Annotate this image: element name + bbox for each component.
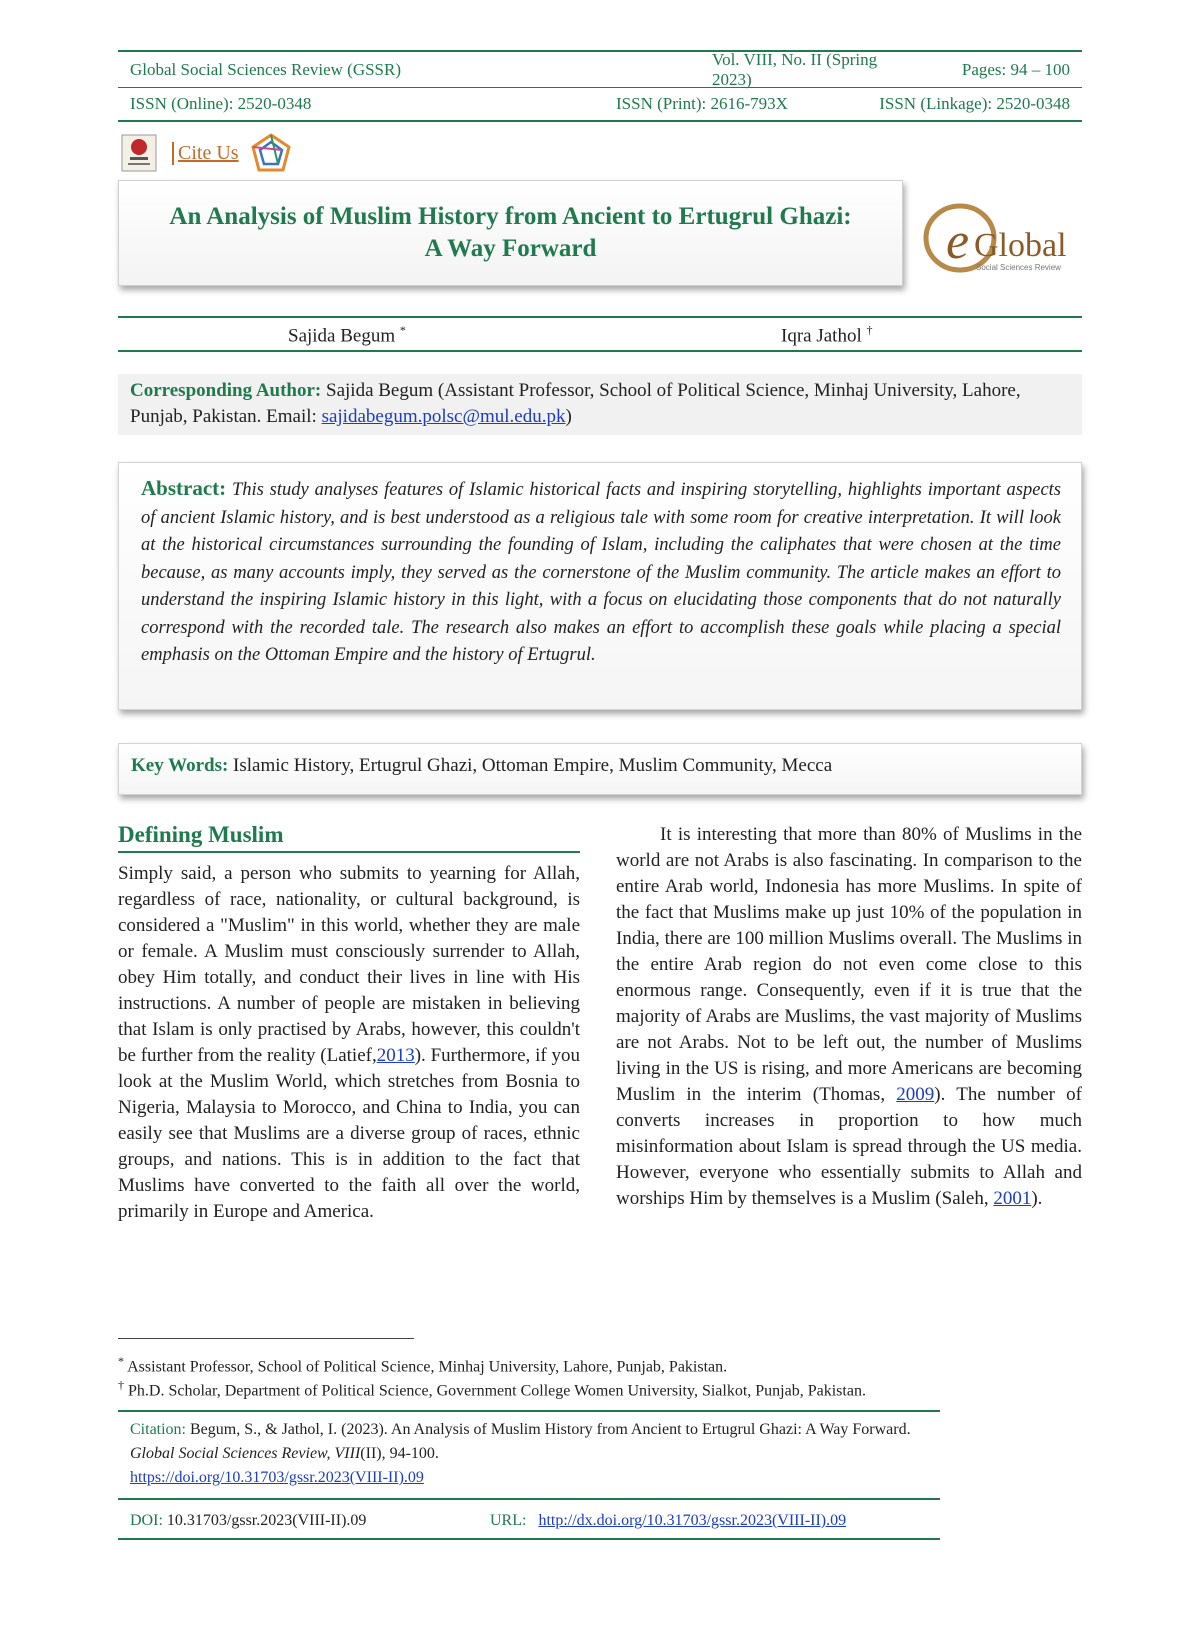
- left-text-1: Simply said, a person who submits to yearning for Allah, regardless of race, nationality, or cultural background, is considered a "Muslim" in this world, whether they are male or female. A Muslim must consciously surrender to Allah, obey Him totally, and conduct their lives in line with His instructions. A number of people are mistaken in believing that Islam is only practised by Arabs, however, this couldn't be further from the reality (Latief,: [118, 863, 580, 1066]
- paper-title-box: [118, 180, 903, 286]
- brand-text: Global: [974, 227, 1067, 264]
- author-1: [288, 323, 406, 347]
- citation-link-latief[interactable]: 2013: [376, 1045, 415, 1066]
- corresponding-close: ): [565, 406, 572, 427]
- corresponding-email-link[interactable]: sajidabegum.polsc@mul.edu.pk: [321, 406, 566, 427]
- author-2: [781, 323, 872, 347]
- url-label: URL:: [490, 1512, 527, 1529]
- section-heading: Defining Muslim: [118, 822, 580, 853]
- paper-title-line2: A Way Forward: [424, 235, 597, 262]
- issn-linkage: ISSN (Linkage): 2520-0348: [879, 94, 1070, 113]
- right-text-2: ). The number of converts increases in proportion to how much misinformation about Islam is spread through the US media. However, everyone who essentially submits to Allah and worships Him by themselves is a Muslim (Saleh,: [616, 1084, 1083, 1209]
- footnote-1-mark: *: [118, 1354, 124, 1368]
- citation-link-thomas[interactable]: 2009: [896, 1084, 935, 1105]
- footnote-2: [118, 1378, 866, 1400]
- left-text-2: ). Furthermore, if you look at the Muslim World, which stretches from Bosnia to Nigeria, Malaysia to Morocco, and China to India, you can easily see that Muslims are a diverse group of races, ethnic groups, and nations. This is in addition to the fact that Muslims have converted to the faith all over the world, primarily in Europe and America.: [118, 1045, 580, 1222]
- left-column: [118, 822, 580, 1225]
- journal-header-row: [118, 50, 1082, 88]
- author-2-name: Iqra Jathol: [781, 325, 862, 347]
- citation-journal: Global Social Sciences Review, VIII: [130, 1445, 361, 1462]
- author-2-mark: †: [866, 323, 873, 337]
- abstract-box: [118, 462, 1082, 710]
- citation-doi-link[interactable]: https://doi.org/10.31703/gssr.2023(VIII-II).09: [130, 1469, 424, 1486]
- author-1-mark: *: [399, 323, 406, 337]
- right-text-3: ).: [1031, 1188, 1043, 1209]
- issn-online: ISSN (Online): 2520-0348: [130, 94, 312, 113]
- svg-text:e: e: [946, 213, 970, 270]
- issn-print: ISSN (Print): 2616-793X: [616, 94, 788, 113]
- url-link[interactable]: http://dx.doi.org/10.31703/gssr.2023(VIII-II).09: [538, 1512, 847, 1529]
- issn-header-row: [118, 88, 1082, 122]
- citation-text-2: (II), 94-100.: [360, 1445, 439, 1462]
- citation-label: Citation:: [130, 1421, 186, 1438]
- doi-value: 10.31703/gssr.2023(VIII-II).09: [162, 1512, 367, 1529]
- authors-row: [118, 316, 1082, 352]
- citation-box: [118, 1410, 940, 1500]
- doi-block: [130, 1512, 366, 1529]
- right-paragraph: [616, 822, 1082, 1212]
- abstract-text: This study analyses features of Islamic historical facts and inspiring storytelling, highlights important aspects of ancient Islamic history, and is best understood as a religious tale with some room for creative interpretation. It will look at the historical circumstances surrounding the founding of Islam, including the caliphates that were chosen at the time because, as many accounts imply, they served as the cornerstone of the Muslim community. The article makes an effort to understand the inspiring Islamic history in this light, with a focus on elucidating those components that do not naturally correspond with the recorded tale. The research also makes an effort to accomplish these goals while placing a special emphasis on the Ottoman Empire and the history of Ertugrul.: [141, 480, 1061, 665]
- doi-url-row: [118, 1506, 940, 1540]
- footnote-2-mark: †: [118, 1378, 124, 1392]
- journal-pages: Pages: 94 – 100: [961, 59, 1070, 79]
- keywords-label: Key Words:: [131, 755, 229, 776]
- footnote-1-text: Assistant Professor, School of Political Science, Minhaj University, Lahore, Punjab, Pakistan.: [124, 1358, 728, 1376]
- footnote-divider: [118, 1338, 414, 1339]
- brand-subtext: Social Sciences Review: [976, 263, 1061, 272]
- keywords-text: Islamic History, Ertugrul Ghazi, Ottoman Empire, Muslim Community, Mecca: [228, 755, 833, 776]
- icons-row: [120, 132, 293, 174]
- corresponding-text: Sajida Begum (Assistant Professor, School of Political Science, Minhaj University, Lahore, Punjab, Pakistan. Email:: [130, 380, 1021, 427]
- right-text-1: It is interesting that more than 80% of Muslims in the world are not Arabs is also fascinating. In comparison to the entire Arab world, Indonesia has more Muslims. In spite of the fact that Muslims make up just 10% of the population in India, there are 100 million Muslims overall. The Muslims in the entire Arab region do not even come close to this enormous range. Consequently, even if it is true that the majority of Arabs are Muslims, the vast majority of Muslims are not Arabs. Not to be left out, the number of Muslims living in the US is rising, and more Americans are becoming Muslim in the interim (Thomas,: [616, 824, 1082, 1105]
- global-brand-logo-icon: [922, 196, 1082, 276]
- author-1-name: Sajida Begum: [288, 325, 396, 347]
- left-paragraph: [118, 861, 580, 1225]
- footnote-2-text: Ph.D. Scholar, Department of Political Science, Government College Women University, Sialkot, Punjab, Pakistan.: [124, 1382, 866, 1400]
- citation-text-1: Begum, S., & Jathol, I. (2023). An Analysis of Muslim History from Ancient to Ertugrul Ghazi: A Way Forward.: [186, 1421, 911, 1438]
- url-block: [490, 1512, 846, 1530]
- university-logo-icon[interactable]: [120, 133, 158, 173]
- corresponding-label: Corresponding Author:: [130, 380, 322, 401]
- corresponding-author-box: [118, 374, 1082, 435]
- crossref-icon[interactable]: [249, 132, 293, 174]
- abstract-label: Abstract:: [141, 476, 227, 500]
- keywords-box: [118, 743, 1082, 795]
- journal-name: Global Social Sciences Review (GSSR): [130, 59, 402, 79]
- journal-volume: Vol. VIII, No. II (Spring 2023): [712, 49, 878, 89]
- cite-us-link[interactable]: Cite Us: [172, 142, 239, 165]
- paper-title-line1: An Analysis of Muslim History from Ancient to Ertugrul Ghazi:: [169, 203, 852, 230]
- citation-link-saleh[interactable]: 2001: [993, 1188, 1032, 1209]
- right-column: [616, 822, 1082, 1212]
- doi-label: DOI:: [130, 1512, 163, 1529]
- footnote-1: [118, 1354, 727, 1376]
